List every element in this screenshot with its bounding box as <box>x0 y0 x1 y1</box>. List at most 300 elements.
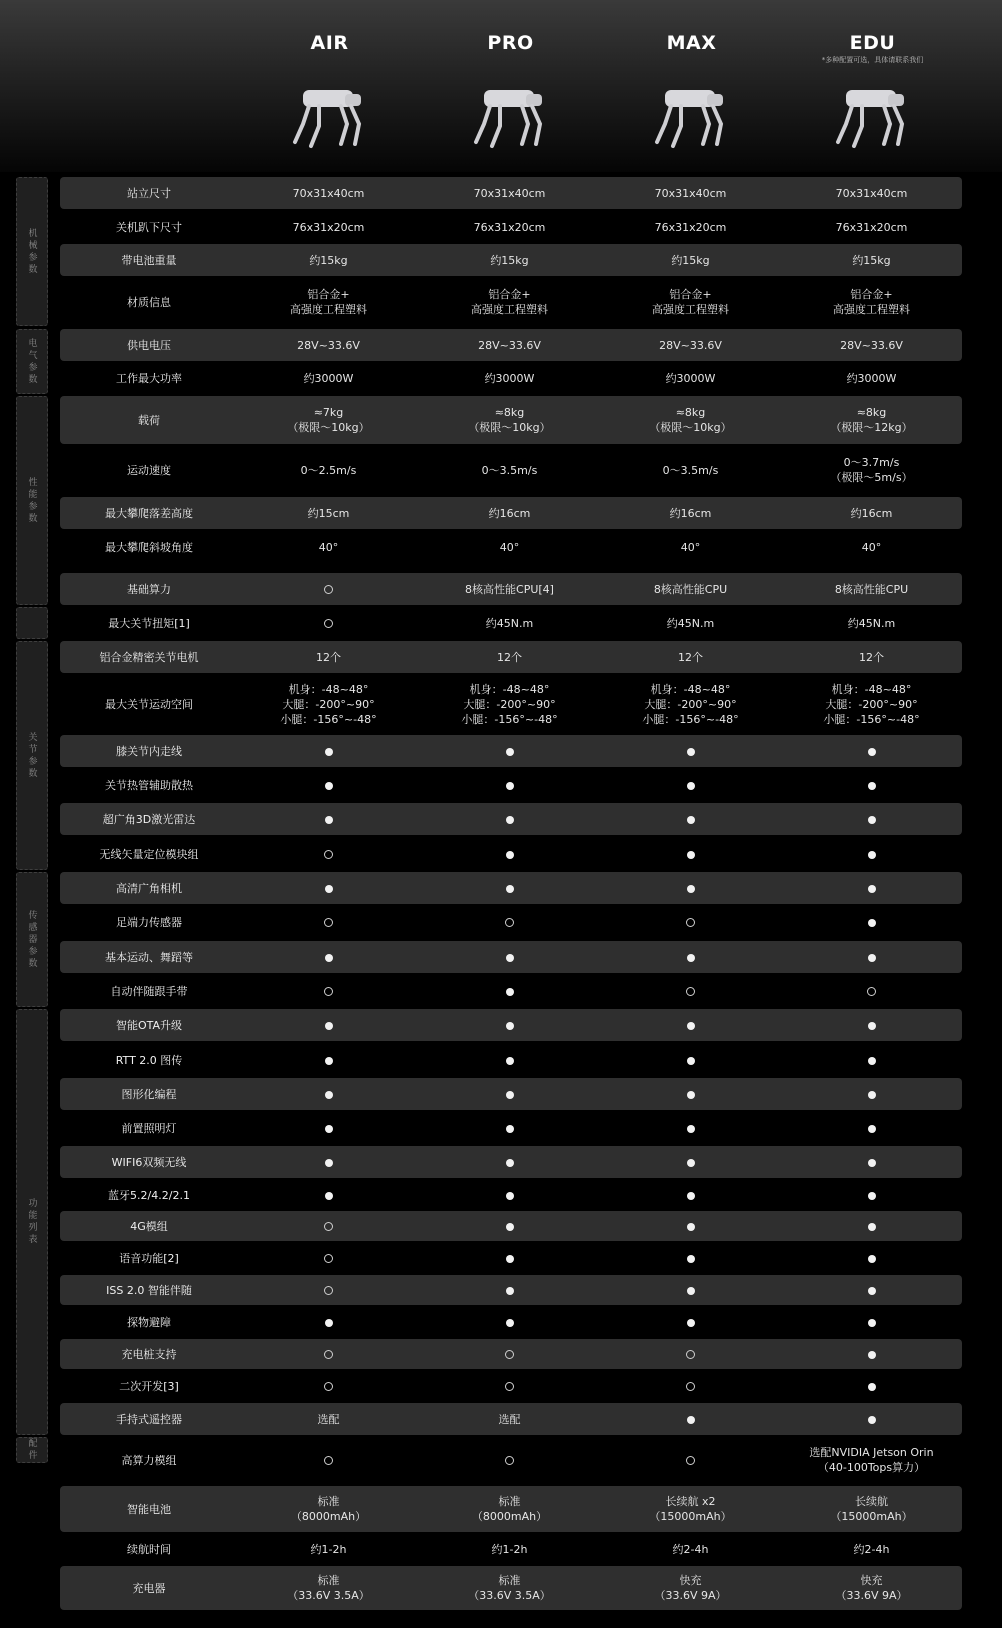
row-label: 供电电压 <box>127 338 171 352</box>
unsupported-circle-icon <box>686 987 695 996</box>
table-row <box>60 1275 962 1305</box>
supported-dot-icon <box>506 748 514 756</box>
unsupported-circle-icon <box>324 1382 333 1391</box>
spec-cell <box>238 1087 419 1102</box>
spec-cell: 长续航 （15000mAh） <box>830 1495 913 1523</box>
spec-cell <box>238 812 419 827</box>
supported-dot-icon <box>687 1287 695 1295</box>
spec-cell <box>600 1188 781 1203</box>
category-tab <box>16 872 48 1007</box>
row-label: WIFI6双频无线 <box>111 1155 187 1169</box>
unsupported-circle-icon <box>324 1286 333 1295</box>
row-label: 蓝牙5.2/4.2/2.1 <box>108 1188 190 1202</box>
row-label: RTT 2.0 图传 <box>115 1053 183 1067</box>
spec-cell <box>600 950 781 965</box>
spec-cell: 铝合金+ 高强度工程塑料 <box>471 288 548 316</box>
table-row <box>60 1403 962 1435</box>
spec-cell <box>600 881 781 896</box>
spec-cell: ≈8kg （极限～10kg） <box>468 406 551 434</box>
spec-cell <box>600 1018 781 1033</box>
row-label: 智能电池 <box>127 1502 171 1516</box>
table-row <box>60 1307 962 1337</box>
supported-dot-icon <box>325 1057 333 1065</box>
spec-cell <box>600 1412 781 1427</box>
spec-cell <box>419 1087 600 1102</box>
supported-dot-icon <box>506 1091 514 1099</box>
spec-cell <box>781 1379 962 1394</box>
supported-dot-icon <box>506 1057 514 1065</box>
table-row <box>60 1180 962 1210</box>
spec-cell <box>600 1453 781 1468</box>
spec-cell: 8核高性能CPU[4] <box>465 582 554 596</box>
supported-dot-icon <box>506 1287 514 1295</box>
table-row <box>60 396 962 444</box>
category-tab <box>16 1009 48 1435</box>
spec-cell <box>781 881 962 896</box>
spec-cell: 约16cm <box>669 506 712 520</box>
spec-cell <box>781 1219 962 1234</box>
spec-cell: 76x31x20cm <box>654 220 727 234</box>
table-row <box>60 177 962 209</box>
spec-cell: 约2-4h <box>853 1542 890 1556</box>
row-label: 基础算力 <box>127 582 171 596</box>
spec-cell <box>238 616 419 631</box>
spec-cell: 70x31x40cm <box>473 186 546 200</box>
spec-cell: 机身：-48~48° 大腿：-200°~90° 小腿：-156°~-48° <box>823 682 920 726</box>
table-row <box>60 1146 962 1178</box>
table-row <box>60 1437 962 1483</box>
supported-dot-icon <box>868 1287 876 1295</box>
supported-dot-icon <box>506 782 514 790</box>
robot-dog-icon <box>289 84 371 156</box>
table-row <box>60 906 962 938</box>
model-air <box>239 0 420 54</box>
robot-dog-icon <box>470 84 552 156</box>
table-row <box>60 1009 962 1041</box>
spec-cell: 12个 <box>316 650 341 664</box>
spec-cell <box>600 1379 781 1394</box>
spec-cell <box>781 1347 962 1362</box>
model-pro <box>420 0 601 54</box>
supported-dot-icon <box>868 1255 876 1263</box>
table-row <box>60 531 962 563</box>
spec-cell: 28V~33.6V <box>478 338 541 352</box>
spec-cell <box>419 1053 600 1068</box>
spec-cell <box>238 984 419 999</box>
unsupported-circle-icon <box>324 987 333 996</box>
supported-dot-icon <box>325 1192 333 1200</box>
table-row <box>60 1078 962 1110</box>
model-max <box>601 0 782 54</box>
supported-dot-icon <box>325 1125 333 1133</box>
supported-dot-icon <box>868 1223 876 1231</box>
supported-dot-icon <box>868 1091 876 1099</box>
spec-cell: 约15kg <box>852 253 891 267</box>
supported-dot-icon <box>868 1159 876 1167</box>
spec-cell <box>600 1251 781 1266</box>
spec-cell: 选配NVIDIA Jetson Orin （40-100Tops算力） <box>809 1446 934 1474</box>
spec-cell: 约16cm <box>488 506 531 520</box>
supported-dot-icon <box>868 1125 876 1133</box>
spec-cell: 40° <box>861 540 882 554</box>
spec-cell: 机身：-48~48° 大腿：-200°~90° 小腿：-156°~-48° <box>461 682 558 726</box>
table-row <box>60 244 962 276</box>
spec-cell <box>419 847 600 862</box>
spec-cell <box>238 950 419 965</box>
unsupported-circle-icon <box>505 1456 514 1465</box>
spec-cell <box>419 1219 600 1234</box>
spec-cell: 76x31x20cm <box>835 220 908 234</box>
spec-cell <box>419 1251 600 1266</box>
supported-dot-icon <box>506 1192 514 1200</box>
spec-cell: 机身：-48~48° 大腿：-200°~90° 小腿：-156°~-48° <box>280 682 377 726</box>
spec-cell: 标准 （33.6V 3.5A） <box>468 1574 551 1602</box>
spec-cell: 40° <box>499 540 520 554</box>
supported-dot-icon <box>687 1319 695 1327</box>
spec-cell <box>238 847 419 862</box>
supported-dot-icon <box>506 816 514 824</box>
spec-cell <box>419 1155 600 1170</box>
table-row <box>60 1534 962 1564</box>
unsupported-circle-icon <box>686 1382 695 1391</box>
spec-cell: 28V~33.6V <box>297 338 360 352</box>
row-label: 膝关节内走线 <box>116 744 182 758</box>
spec-cell: 0～3.7m/s （极限～5m/s） <box>830 456 913 484</box>
category-label: 传感器参数 <box>26 909 37 970</box>
row-label: 无线矢量定位模块组 <box>99 847 199 861</box>
spec-cell: 12个 <box>859 650 884 664</box>
table-row <box>60 607 962 639</box>
spec-cell: 70x31x40cm <box>835 186 908 200</box>
spec-cell <box>419 1315 600 1330</box>
table-row <box>60 446 962 494</box>
spec-cell <box>238 778 419 793</box>
spec-cell <box>419 1347 600 1362</box>
row-label: 图形化编程 <box>121 1087 177 1101</box>
category-tab <box>16 607 48 639</box>
supported-dot-icon <box>868 1057 876 1065</box>
row-label: 自动伴随跟手带 <box>110 984 188 998</box>
supported-dot-icon <box>687 1057 695 1065</box>
table-row <box>60 1371 962 1401</box>
supported-dot-icon <box>506 1159 514 1167</box>
row-label: 最大关节扭矩[1] <box>108 616 190 630</box>
category-label: 功能列表 <box>26 1198 37 1246</box>
supported-dot-icon <box>868 1192 876 1200</box>
spec-cell <box>600 984 781 999</box>
supported-dot-icon <box>868 1416 876 1424</box>
spec-cell: 约45N.m <box>666 616 715 630</box>
spec-cell <box>600 778 781 793</box>
spec-cell <box>781 778 962 793</box>
category-tab <box>16 1437 48 1463</box>
spec-cell <box>238 744 419 759</box>
model-edu <box>782 0 963 64</box>
row-label: 运动速度 <box>127 463 171 477</box>
row-label: 铝合金精密关节电机 <box>99 650 199 664</box>
spec-cell <box>600 1087 781 1102</box>
spec-cell: 约15kg <box>490 253 529 267</box>
supported-dot-icon <box>325 1319 333 1327</box>
unsupported-circle-icon <box>686 1350 695 1359</box>
spec-cell: 28V~33.6V <box>659 338 722 352</box>
spec-cell: 40° <box>680 540 701 554</box>
spec-cell: 76x31x20cm <box>473 220 546 234</box>
spec-cell <box>238 1379 419 1394</box>
row-label: 高清广角相机 <box>116 881 182 895</box>
supported-dot-icon <box>687 748 695 756</box>
model-note: *多种配置可选，具体请联系我们 <box>821 56 924 64</box>
supported-dot-icon <box>506 1125 514 1133</box>
row-label: 基本运动、舞蹈等 <box>105 950 193 964</box>
table-row <box>60 735 962 767</box>
table-row <box>60 872 962 904</box>
spec-cell: ≈8kg （极限～12kg） <box>830 406 913 434</box>
spec-cell <box>600 915 781 930</box>
spec-cell: 快充 （33.6V 9A） <box>835 1574 908 1602</box>
spec-cell <box>419 1018 600 1033</box>
category-label: 电气参数 <box>26 337 37 386</box>
spec-cell <box>238 1251 419 1266</box>
spec-cell: 铝合金+ 高强度工程塑料 <box>290 288 367 316</box>
spec-cell: 快充 （33.6V 9A） <box>654 1574 727 1602</box>
spec-cell <box>781 1315 962 1330</box>
spec-cell: 铝合金+ 高强度工程塑料 <box>652 288 729 316</box>
supported-dot-icon <box>868 782 876 790</box>
row-label: 最大攀爬落差高度 <box>105 506 193 520</box>
unsupported-circle-icon <box>324 585 333 594</box>
row-label: 最大攀爬斜坡角度 <box>105 540 193 554</box>
category-label: 配件 <box>26 1438 37 1462</box>
table-row <box>60 1486 962 1532</box>
spec-cell <box>238 1283 419 1298</box>
spec-cell: 0～2.5m/s <box>300 463 357 477</box>
table-row <box>60 803 962 835</box>
spec-cell <box>600 1315 781 1330</box>
supported-dot-icon <box>687 1091 695 1099</box>
supported-dot-icon <box>325 954 333 962</box>
table-row <box>60 329 962 361</box>
row-label: 充电器 <box>132 1581 166 1595</box>
supported-dot-icon <box>506 851 514 859</box>
spec-cell <box>600 1121 781 1136</box>
spec-cell: 0～3.5m/s <box>481 463 538 477</box>
row-label: 超广角3D激光雷达 <box>102 812 196 826</box>
spec-cell <box>419 1453 600 1468</box>
table-row <box>60 573 962 605</box>
spec-cell: 选配 <box>498 1412 521 1426</box>
spec-cell: 70x31x40cm <box>292 186 365 200</box>
supported-dot-icon <box>687 1192 695 1200</box>
unsupported-circle-icon <box>867 987 876 996</box>
spec-cell: ≈8kg （极限～10kg） <box>649 406 732 434</box>
spec-cell <box>781 915 962 930</box>
unsupported-circle-icon <box>324 1222 333 1231</box>
spec-cell <box>600 1053 781 1068</box>
supported-dot-icon <box>687 1416 695 1424</box>
spec-cell: 8核高性能CPU <box>834 582 909 596</box>
spec-cell: 约3000W <box>846 371 897 385</box>
supported-dot-icon <box>325 782 333 790</box>
spec-cell: 选配 <box>317 1412 340 1426</box>
spec-cell: 0～3.5m/s <box>662 463 719 477</box>
supported-dot-icon <box>325 1022 333 1030</box>
spec-cell: 约45N.m <box>847 616 896 630</box>
supported-dot-icon <box>687 1159 695 1167</box>
spec-cell <box>419 1121 600 1136</box>
spec-cell <box>781 1251 962 1266</box>
spec-cell <box>238 1188 419 1203</box>
supported-dot-icon <box>868 1351 876 1359</box>
spec-cell <box>419 1188 600 1203</box>
category-label: 机械参数 <box>26 227 37 276</box>
row-label: 带电池重量 <box>121 253 177 267</box>
row-label: 载荷 <box>138 413 160 427</box>
spec-cell: 标准 （8000mAh） <box>471 1495 548 1523</box>
supported-dot-icon <box>506 1223 514 1231</box>
supported-dot-icon <box>506 988 514 996</box>
spec-cell: 约1-2h <box>491 1542 528 1556</box>
table-row <box>60 769 962 801</box>
spec-cell <box>781 1087 962 1102</box>
spec-cell: 76x31x20cm <box>292 220 365 234</box>
supported-dot-icon <box>325 1159 333 1167</box>
unsupported-circle-icon <box>324 1456 333 1465</box>
supported-dot-icon <box>868 919 876 927</box>
spec-cell <box>781 1053 962 1068</box>
spec-cell: 标准 （8000mAh） <box>290 1495 367 1523</box>
row-label: ISS 2.0 智能伴随 <box>106 1283 192 1297</box>
robot-dog-icon <box>651 84 733 156</box>
spec-cell <box>419 881 600 896</box>
spec-cell <box>419 1379 600 1394</box>
table-row <box>60 1211 962 1241</box>
supported-dot-icon <box>868 1383 876 1391</box>
supported-dot-icon <box>325 1091 333 1099</box>
supported-dot-icon <box>687 954 695 962</box>
spec-cell <box>781 744 962 759</box>
spec-cell: 12个 <box>678 650 703 664</box>
spec-cell <box>238 1453 419 1468</box>
spec-cell: 标准 （33.6V 3.5A） <box>287 1574 370 1602</box>
spec-cell: 12个 <box>497 650 522 664</box>
spec-cell <box>238 1121 419 1136</box>
supported-dot-icon <box>868 954 876 962</box>
table-row <box>60 1243 962 1273</box>
supported-dot-icon <box>687 1022 695 1030</box>
unsupported-circle-icon <box>686 918 695 927</box>
row-label: 最大关节运动空间 <box>105 697 193 711</box>
category-tab <box>16 641 48 870</box>
supported-dot-icon <box>868 748 876 756</box>
supported-dot-icon <box>687 1255 695 1263</box>
category-label: 关节参数 <box>26 731 37 780</box>
supported-dot-icon <box>506 1255 514 1263</box>
spec-cell: 40° <box>318 540 339 554</box>
row-label: 充电桩支持 <box>121 1347 177 1361</box>
header-banner <box>0 0 1002 172</box>
spec-cell <box>600 744 781 759</box>
spec-cell: 28V~33.6V <box>840 338 903 352</box>
spec-cell: ≈7kg （极限～10kg） <box>287 406 370 434</box>
spec-cell <box>781 847 962 862</box>
supported-dot-icon <box>868 1319 876 1327</box>
spec-cell <box>238 582 419 597</box>
spec-cell <box>419 915 600 930</box>
spec-cell: 约3000W <box>665 371 716 385</box>
table-row <box>60 1044 962 1076</box>
table-row <box>60 278 962 326</box>
spec-cell: 约15cm <box>307 506 350 520</box>
spec-cell <box>419 744 600 759</box>
spec-cell <box>781 1121 962 1136</box>
spec-cell: 70x31x40cm <box>654 186 727 200</box>
table-row <box>60 641 962 673</box>
spec-cell <box>238 1347 419 1362</box>
spec-cell: 约16cm <box>850 506 893 520</box>
row-label: 探物避障 <box>127 1315 171 1329</box>
supported-dot-icon <box>687 851 695 859</box>
unsupported-circle-icon <box>686 1456 695 1465</box>
spec-cell: 铝合金+ 高强度工程塑料 <box>833 288 910 316</box>
unsupported-circle-icon <box>505 1350 514 1359</box>
unsupported-circle-icon <box>505 1382 514 1391</box>
unsupported-circle-icon <box>324 1350 333 1359</box>
spec-cell <box>238 1155 419 1170</box>
spec-cell <box>419 778 600 793</box>
spec-cell <box>600 1283 781 1298</box>
spec-cell: 约2-4h <box>672 1542 709 1556</box>
supported-dot-icon <box>506 885 514 893</box>
row-label: 续航时间 <box>127 1542 171 1556</box>
table-row <box>60 1112 962 1144</box>
model-name: MAX <box>666 32 717 54</box>
spec-cell: 约1-2h <box>310 1542 347 1556</box>
model-name: EDU <box>849 32 896 54</box>
spec-cell: 约45N.m <box>485 616 534 630</box>
unsupported-circle-icon <box>324 850 333 859</box>
model-name: PRO <box>487 32 534 54</box>
table-row <box>60 941 962 973</box>
spec-cell <box>238 1219 419 1234</box>
supported-dot-icon <box>325 748 333 756</box>
category-tab <box>16 396 48 605</box>
spec-cell <box>238 915 419 930</box>
supported-dot-icon <box>868 1022 876 1030</box>
row-label: 手持式遥控器 <box>116 1412 182 1426</box>
supported-dot-icon <box>687 1125 695 1133</box>
spec-cell: 约3000W <box>303 371 354 385</box>
spec-cell: 约15kg <box>671 253 710 267</box>
spec-cell <box>238 1018 419 1033</box>
category-label: 性能参数 <box>26 476 37 525</box>
supported-dot-icon <box>687 885 695 893</box>
row-label: 足端力传感器 <box>116 915 182 929</box>
spec-cell <box>781 984 962 999</box>
row-label: 二次开发[3] <box>119 1379 179 1393</box>
spec-cell: 8核高性能CPU <box>653 582 728 596</box>
spec-cell: 机身：-48~48° 大腿：-200°~90° 小腿：-156°~-48° <box>642 682 739 726</box>
supported-dot-icon <box>325 816 333 824</box>
spec-cell <box>781 1155 962 1170</box>
supported-dot-icon <box>868 885 876 893</box>
spec-cell <box>781 1188 962 1203</box>
table-row <box>60 1566 962 1610</box>
unsupported-circle-icon <box>324 1254 333 1263</box>
model-name: AIR <box>310 32 349 54</box>
robot-dog-icon <box>832 84 914 156</box>
table-row <box>60 675 962 733</box>
